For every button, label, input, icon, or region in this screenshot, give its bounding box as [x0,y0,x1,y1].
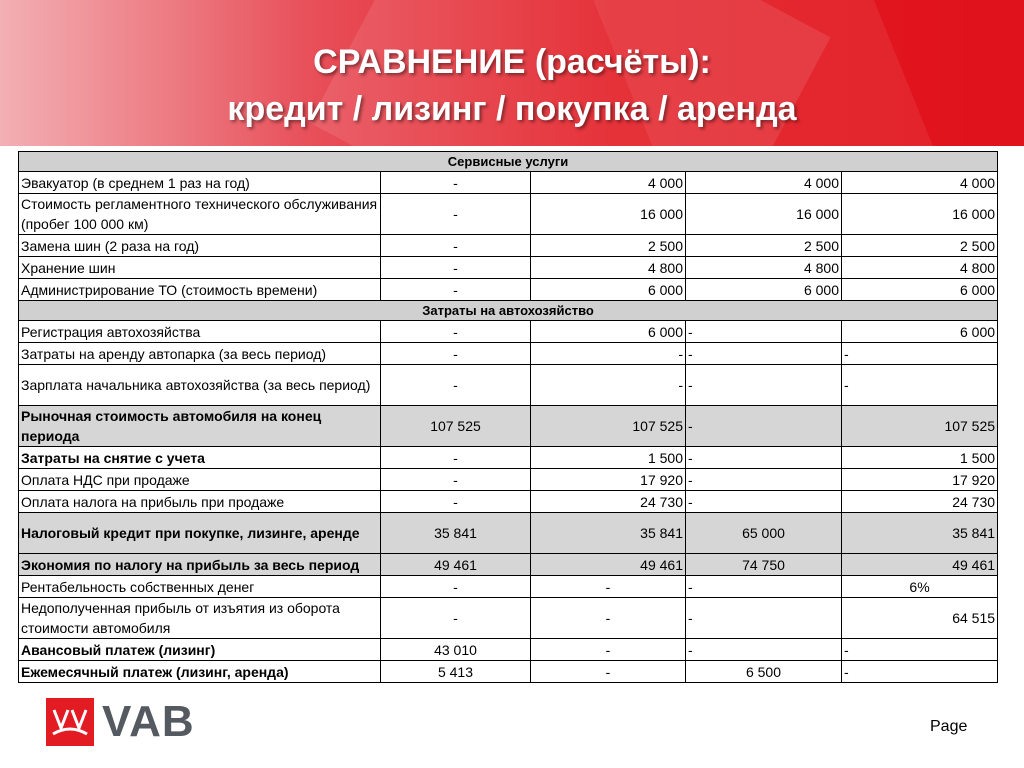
cell-rent: 16 000 [842,194,998,235]
cell-rent: - [842,661,998,683]
section-title: Затраты на автохозяйство [19,301,998,321]
cell-credit: 5 413 [381,661,531,683]
table-row [19,235,998,257]
table-row [19,279,998,301]
cell-leasing: 6 000 [531,321,686,343]
title-banner [0,0,1024,146]
cell-rent: 6 000 [842,279,998,301]
row-label: Хранение шин [19,257,381,279]
cell-credit: - [381,172,531,194]
cell-purchase: - [686,406,842,447]
comparison-table [18,151,998,683]
cell-leasing: - [531,343,686,365]
cell-leasing: 49 461 [531,554,686,576]
section-header-row [19,301,998,321]
cell-leasing: - [531,576,686,598]
cell-rent: 24 730 [842,491,998,513]
cell-purchase: 2 500 [686,235,842,257]
row-label: Затраты на аренду автопарка (за весь период) [19,343,381,365]
vab-logo [46,698,206,746]
table-row [19,321,998,343]
cell-credit: - [381,491,531,513]
cell-rent: - [842,365,998,406]
row-label: Оплата налога на прибыль при продаже [19,491,381,513]
cell-leasing: 107 525 [531,406,686,447]
cell-purchase: 74 750 [686,554,842,576]
row-label: Замена шин (2 раза на год) [19,235,381,257]
cell-purchase: - [686,469,842,491]
row-label: Авансовый платеж (лизинг) [19,639,381,661]
table-row [19,661,998,683]
cell-rent: 17 920 [842,469,998,491]
cell-purchase: - [686,365,842,406]
cell-rent: - [842,343,998,365]
cell-credit: 49 461 [381,554,531,576]
cell-credit: - [381,194,531,235]
row-label: Ежемесячный платеж (лизинг, аренда) [19,661,381,683]
table-row [19,598,998,639]
row-label: Зарплата начальника автохозяйства (за весь период) [19,365,381,406]
row-label: Эвакуатор (в среднем 1 раз на год) [19,172,381,194]
cell-rent: 6 000 [842,321,998,343]
logo-wordmark: VAB [102,697,195,746]
cell-credit: - [381,469,531,491]
row-label: Экономия по налогу на прибыль за весь период [19,554,381,576]
cell-leasing: - [531,661,686,683]
cell-leasing: - [531,639,686,661]
table-row [19,365,998,406]
cell-leasing: - [531,365,686,406]
cell-rent: 6% [842,576,998,598]
row-label: Рыночная стоимость автомобиля на конец периода [19,406,381,447]
cell-rent: 1 500 [842,447,998,469]
section-header-row [19,152,998,172]
table-row [19,554,998,576]
cell-purchase: - [686,639,842,661]
table-row [19,469,998,491]
cell-rent: 35 841 [842,513,998,554]
cell-rent: 2 500 [842,235,998,257]
row-label: Администрирование ТО (стоимость времени) [19,279,381,301]
table-row [19,491,998,513]
cell-credit: 43 010 [381,639,531,661]
vab-emblem-icon [46,698,94,746]
cell-credit: 107 525 [381,406,531,447]
cell-credit: - [381,321,531,343]
cell-purchase: 6 000 [686,279,842,301]
cell-purchase: 4 800 [686,257,842,279]
table-row [19,513,998,554]
table-row [19,194,998,235]
cell-leasing: 4 800 [531,257,686,279]
cell-leasing: 16 000 [531,194,686,235]
cell-leasing: 2 500 [531,235,686,257]
cell-purchase: - [686,598,842,639]
cell-rent: 4 800 [842,257,998,279]
cell-credit: - [381,365,531,406]
cell-purchase: 16 000 [686,194,842,235]
cell-purchase: - [686,447,842,469]
cell-credit: - [381,279,531,301]
cell-credit: - [381,235,531,257]
table-row [19,257,998,279]
vab-emblem-icon [46,698,94,746]
cell-rent: 64 515 [842,598,998,639]
page-label: Page [930,718,968,735]
cell-purchase: - [686,343,842,365]
row-label: Налоговый кредит при покупке, лизинге, аренде [19,513,381,554]
cell-rent: 4 000 [842,172,998,194]
cell-leasing: 4 000 [531,172,686,194]
row-label: Оплата НДС при продаже [19,469,381,491]
section-title: Сервисные услуги [19,152,998,172]
cell-purchase: 65 000 [686,513,842,554]
row-label: Стоимость регламентного технического обслуживания (пробег 100 000 км) [19,194,381,235]
cell-leasing: 35 841 [531,513,686,554]
table-row [19,343,998,365]
cell-leasing: 17 920 [531,469,686,491]
cell-credit: - [381,576,531,598]
table-row [19,639,998,661]
page-subtitle: кредит / лизинг / покупка / аренда [227,90,797,128]
cell-credit: 35 841 [381,513,531,554]
row-label: Рентабельность собственных денег [19,576,381,598]
cell-rent: 107 525 [842,406,998,447]
cell-credit: - [381,343,531,365]
cell-credit: - [381,598,531,639]
cell-purchase: - [686,576,842,598]
table-row [19,406,998,447]
cell-credit: - [381,257,531,279]
cell-purchase: 6 500 [686,661,842,683]
cell-purchase: 4 000 [686,172,842,194]
cell-credit: - [381,447,531,469]
cell-rent: - [842,639,998,661]
cell-leasing: 24 730 [531,491,686,513]
cell-leasing: 1 500 [531,447,686,469]
cell-leasing: 6 000 [531,279,686,301]
row-label: Затраты на снятие с учета [19,447,381,469]
cell-purchase: - [686,491,842,513]
row-label: Недополученная прибыль от изъятия из оборота стоимости автомобиля [19,598,381,639]
row-label: Регистрация автохозяйства [19,321,381,343]
cell-purchase: - [686,321,842,343]
cell-rent: 49 461 [842,554,998,576]
table-row [19,172,998,194]
table-row [19,576,998,598]
cell-leasing: - [531,598,686,639]
table-row [19,447,998,469]
page-title: СРАВНЕНИЕ (расчёты): [313,43,711,81]
